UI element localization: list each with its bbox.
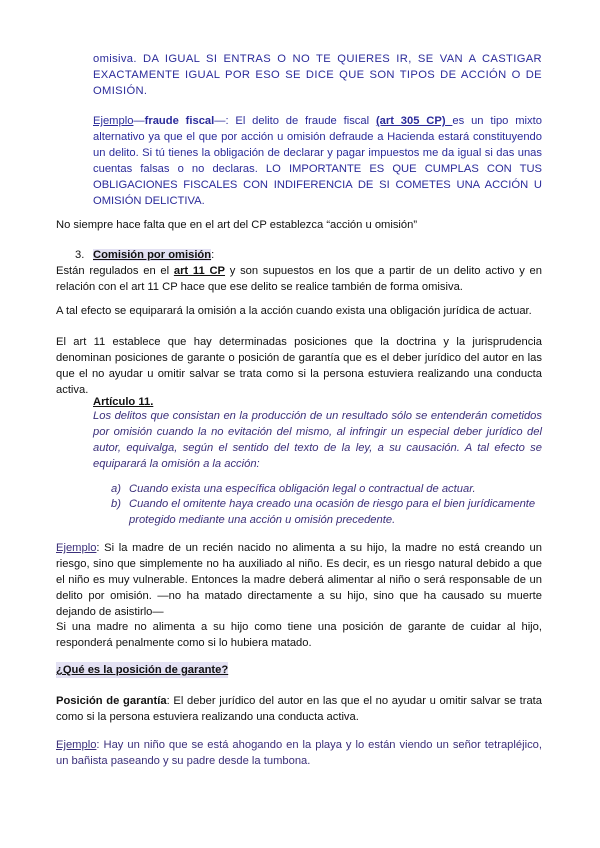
question-heading: ¿Qué es la posición de garante? [56, 664, 229, 676]
paragraph-omission-conclusion: omisiva. DA IGUAL SI ENTRAS O NO TE QUIERES IR, SE VAN A CASTIGAR EXACTAMENTE IGUAL POR ESO SE DICE QUE SON TIPOS DE ACCIÓN O DE OMISIÓN. [93, 53, 542, 97]
paragraph-equate: A tal efecto se equiparará la omisión a la acción cuando exista una obligación jurídica de actuar. [56, 305, 532, 317]
paragraph-mother-guarantor: Si una madre no alimenta a su hijo como tiene una posición de garante de cuidar al hijo, responderá penalmente como si lo hubiera matado. [56, 621, 542, 649]
definition-guarantee: Posición de garantía: El deber jurídico del autor en las que el no ayudar u omitir salvar se trata como si la persona estuviera realizando una conducta activa. [56, 695, 542, 723]
article-text: Los delitos que consistan en la producción de un resultado sólo se entenderán cometidos por omisión cuando la no evitación del mismo, al infringir un especial deber jurídico del autor, equivalga, según el sentido del texto de la ley, a su causación. A tal efecto se equiparará la omisión a la acción: [93, 410, 542, 470]
example-label: Ejemplo [56, 542, 97, 554]
item-marker: a) [111, 483, 121, 495]
definition-term: Posición de garantía [56, 695, 167, 707]
section-number: 3. [75, 249, 85, 261]
example-label: Ejemplo [93, 115, 134, 127]
example-mother: Ejemplo: Si la madre de un recién nacido no alimenta a su hijo, la madre no está creando un riesgo, sino que simplemente no ha auxiliado al niño. Es decir, es un riesgo natural debido a que el niño es muy vulnerable. Entonces la madre deberá alimentar al niño o será responsable de un delito por omisión. —no ha matado directamente a su hijo, sino que ha causado su muerte dejando de asistirlo— [56, 542, 542, 618]
example-tax-fraud: Ejemplo—fraude fiscal—: El delito de fraude fiscal (art 305 CP) es un tipo mixto alternativo ya que el que por acción u omisión defraude a Hacienda estará constituyendo un delito. Si tú tienes la obligación de declarar y pagar impuestos me da igual si das unas cuentas falsas o no declaras. LO IMPORTANTE ES QUE CUMPLAS CON TUS OBLIGACIONES FISCALES CON INDIFERENCIA DE SI COMETES UNA ACCIÓN U OMISIÓN DELICTIVA. [93, 115, 542, 207]
section-title: Comisión por omisión [93, 249, 212, 261]
article-reference: (art 305 CP) [375, 115, 453, 127]
example-term: fraude fiscal [144, 115, 215, 127]
item-text: Cuando el omitente haya creado una ocasión de riesgo para el bien jurídicamente protegido mediante una acción u omisión precedente. [129, 498, 536, 526]
item-marker: b) [111, 498, 121, 510]
article-item-b [111, 496, 542, 528]
item-text: Cuando exista una específica obligación legal o contractual de actuar. [129, 483, 476, 495]
paragraph-art11: El art 11 establece que hay determinadas posiciones que la doctrina y la jurisprudencia denominan posiciones de garante o posición de garantía que es el deber jurídico del autor en las que el no ayudar u omitir salvar se trata como si la persona estuviera realizando una conducta activa. [56, 336, 542, 396]
paragraph-regulated: Están regulados en el art 11 CP y son supuestos en los que a partir de un delito activo y en relación con el art 11 CP hace que ese delito se realice también de forma omisiva. [56, 265, 542, 293]
article-reference: art 11 CP [173, 265, 226, 277]
paragraph-not-always: No siempre hace falta que en el art del CP establezca “acción u omisión” [56, 219, 418, 231]
article-item-a [111, 481, 542, 497]
example-label: Ejemplo [56, 739, 97, 751]
article-heading: Artículo 11. [93, 396, 154, 408]
section-heading-3: 3. Comisión por omisión: [75, 249, 215, 261]
example-drowning-child: Ejemplo: Hay un niño que se está ahogando en la playa y lo están viendo un señor tetrapléjico, un bañista paseando y su padre desde la tumbona. [56, 739, 542, 767]
